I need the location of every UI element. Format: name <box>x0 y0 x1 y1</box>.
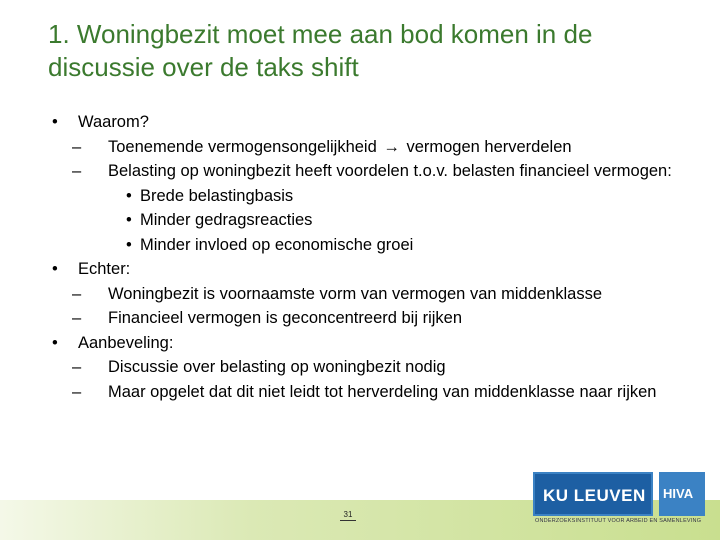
dash-marker: – <box>72 162 82 180</box>
hiva-logo <box>659 472 705 516</box>
sub-bullet-text: Financieel vermogen is geconcentreerd bij rijken <box>108 309 463 327</box>
dash-marker: – <box>72 358 82 376</box>
bullet-echter <box>52 257 702 282</box>
bullet-marker: • <box>126 235 132 254</box>
dash-marker: – <box>72 284 82 303</box>
sub-sub-bullet <box>52 233 702 258</box>
dash-marker: – <box>72 382 82 401</box>
bullet-text: Waarom? <box>78 113 149 131</box>
sub-sub-bullet <box>52 184 702 209</box>
sub-sub-bullet-text: Brede belastingbasis <box>140 186 294 205</box>
arrow-right-icon: → <box>383 137 400 156</box>
ku-leuven-logo-text: KU LEUVEN <box>543 486 646 505</box>
sub-sub-bullet-text: Minder gedragsreacties <box>140 211 313 229</box>
sub-bullet <box>52 135 702 160</box>
bullet-marker: • <box>52 333 58 352</box>
sub-bullet-text: Woningbezit is voornaamste vorm van vermogen van middenklasse <box>108 284 603 303</box>
sub-bullet <box>52 282 702 307</box>
sub-bullet-text: Discussie over belasting op woningbezit nodig <box>108 358 446 376</box>
bullet-waarom <box>52 110 702 135</box>
sub-sub-bullet <box>52 208 702 233</box>
dash-marker: – <box>72 309 82 327</box>
slide-body <box>52 110 702 404</box>
sub-bullet <box>52 380 702 405</box>
sub-bullet <box>52 355 702 380</box>
bullet-marker: • <box>126 211 132 229</box>
hiva-logo-text: HIVA <box>663 486 694 501</box>
sub-bullet-text: Maar opgelet dat dit niet leidt tot herverdeling van middenklasse naar rijken <box>108 382 657 401</box>
bullet-marker: • <box>52 113 58 131</box>
sub-bullet-text-after: vermogen herverdelen <box>406 137 572 156</box>
bullet-text: Aanbeveling: <box>78 333 174 352</box>
sub-sub-bullet-text: Minder invloed op economische groei <box>140 235 414 254</box>
page-number: 31 <box>340 510 356 521</box>
dash-marker: – <box>72 137 82 156</box>
sub-bullet-text: Toenemende vermogensongelijkheid <box>108 137 377 156</box>
logo-subtitle: ONDERZOEKSINSTITUUT VOOR ARBEID EN SAMENLEVING <box>535 518 702 524</box>
bullet-marker: • <box>52 260 58 278</box>
slide-title: 1. Woningbezit moet mee aan bod komen in de discussie over de taks shift <box>48 19 593 82</box>
bullet-marker: • <box>126 186 132 205</box>
footer-logos <box>533 472 705 530</box>
sub-bullet-text: Belasting op woningbezit heeft voordelen t.o.v. belasten financieel vermogen: <box>108 162 672 180</box>
ku-leuven-logo <box>533 472 653 516</box>
bullet-text: Echter: <box>78 260 131 278</box>
bullet-aanbeveling <box>52 331 702 356</box>
sub-bullet <box>52 159 702 184</box>
sub-bullet <box>52 306 702 331</box>
